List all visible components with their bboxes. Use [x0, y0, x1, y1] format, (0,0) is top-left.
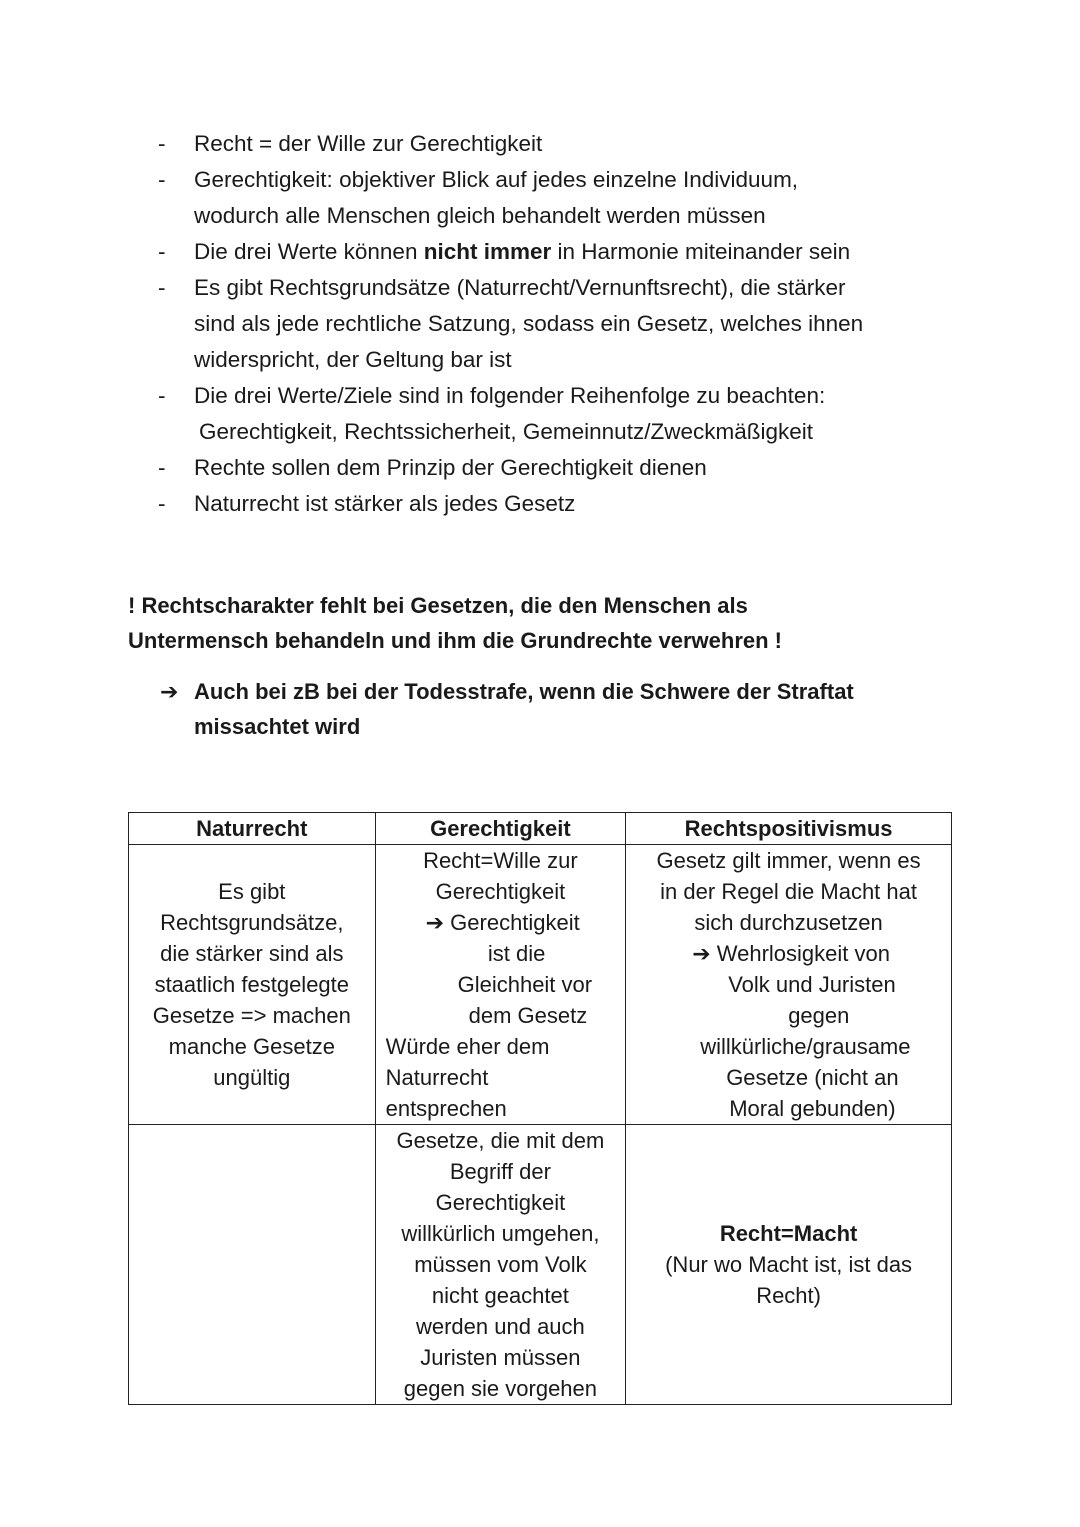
cell-line: Recht=Wille zur — [423, 848, 578, 873]
bullet-item — [158, 450, 958, 486]
bullet-text: Die drei Werte können — [194, 239, 424, 264]
cell-line: Gerechtigkeit — [435, 879, 566, 904]
table-row — [129, 845, 952, 1125]
cell-line — [382, 907, 620, 938]
cell-text: Gerechtigkeit — [450, 910, 580, 935]
cell-line: Recht) — [756, 1283, 821, 1308]
cell-heading: Recht=Macht — [719, 1221, 858, 1246]
bullet-list — [158, 126, 958, 522]
cell-rechtspositivismus — [626, 845, 952, 1125]
cell-line: (Nur wo Macht ist, ist das — [665, 1252, 913, 1277]
arrow-note-line: Auch bei zB bei der Todesstrafe, wenn die Schwere der Straftat — [194, 679, 854, 704]
cell-line: nicht geachtet — [431, 1283, 569, 1308]
bullet-emphasis: nicht immer — [423, 239, 552, 264]
arrow-note — [160, 674, 950, 744]
bullet-text-continued: widerspricht, der Geltung bar ist — [194, 347, 512, 372]
bullet-text-continued: sind als jede rechtliche Satzung, sodass ein Gesetz, welches ihnen — [194, 311, 864, 336]
bullet-dash: - — [158, 239, 166, 264]
bullet-text: Es gibt Rechtsgrundsätze (Naturrecht/Vernunftsrecht), die stärker — [194, 275, 846, 300]
cell-line: Gesetze => machen — [152, 1003, 351, 1028]
cell-gerechtigkeit — [375, 1125, 626, 1405]
cell-line: die stärker sind als — [160, 941, 344, 966]
header-gerechtigkeit: Gerechtigkeit — [375, 813, 626, 845]
cell-line: werden und auch — [415, 1314, 585, 1339]
cell-line — [632, 938, 945, 969]
cell-line: Gerechtigkeit — [435, 1190, 566, 1215]
cell-line: in der Regel die Macht hat — [660, 879, 917, 904]
cell-line: willkürlich umgehen, — [401, 1221, 600, 1246]
bullet-text: Die drei Werte/Ziele sind in folgender Reihenfolge zu beachten: — [194, 383, 826, 408]
arrow-right-icon: ➔ — [425, 910, 445, 935]
bullet-item — [158, 378, 958, 450]
bullet-text: Rechte sollen dem Prinzip der Gerechtigkeit dienen — [194, 455, 707, 480]
cell-line: Moral gebunden) — [729, 1096, 896, 1121]
cell-line: Es gibt — [218, 879, 286, 904]
warning-statement — [128, 588, 958, 658]
cell-line: sich durchzusetzen — [694, 910, 883, 935]
bullet-dash: - — [158, 455, 166, 480]
cell-line: Gesetze, die mit dem — [396, 1128, 605, 1153]
cell-line: Gleichheit vor — [457, 972, 593, 997]
cell-line: staatlich festgelegte — [154, 972, 350, 997]
header-naturrecht: Naturrecht — [129, 813, 376, 845]
cell-line: gegen sie vorgehen — [403, 1376, 598, 1401]
cell-gerechtigkeit — [375, 845, 626, 1125]
cell-line: Juristen müssen — [420, 1345, 581, 1370]
bullet-item — [158, 486, 958, 522]
table-row — [129, 1125, 952, 1405]
arrow-note-line: missachtet wird — [194, 714, 361, 739]
arrow-right-icon: ➔ — [692, 941, 711, 966]
bullet-item — [158, 270, 958, 378]
cell-line: Gesetze (nicht an — [726, 1065, 899, 1090]
bullet-item — [158, 162, 958, 234]
cell-line: ist die — [487, 941, 546, 966]
comparison-table — [128, 812, 952, 1405]
bullet-text-continued: Gerechtigkeit, Rechtssicherheit, Gemeinnutz/Zweckmäßigkeit — [199, 419, 813, 444]
bullet-text: Naturrecht ist stärker als jedes Gesetz — [194, 491, 576, 516]
cell-line: Volk und Juristen — [728, 972, 896, 997]
bullet-text-continued: wodurch alle Menschen gleich behandelt werden müssen — [194, 203, 766, 228]
cell-line: müssen vom Volk — [414, 1252, 587, 1277]
bullet-dash: - — [158, 131, 166, 156]
arrow-right-icon: ➔ — [160, 679, 179, 704]
cell-line: Gesetz gilt immer, wenn es — [656, 848, 921, 873]
warning-line: Untermensch behandeln und ihm die Grundrechte verwehren ! — [128, 628, 783, 653]
cell-text: Wehrlosigkeit von — [716, 941, 890, 966]
table-header-row — [129, 813, 952, 845]
cell-line: manche Gesetze — [168, 1034, 335, 1059]
bullet-dash: - — [158, 383, 166, 408]
cell-naturrecht — [129, 845, 376, 1125]
header-rechtspositivismus: Rechtspositivismus — [626, 813, 952, 845]
bullet-dash: - — [158, 167, 166, 192]
cell-rechtspositivismus — [626, 1125, 952, 1405]
bullet-dash: - — [158, 491, 166, 516]
cell-line: Würde eher dem — [385, 1034, 550, 1059]
cell-naturrecht-empty — [129, 1125, 376, 1405]
bullet-item — [158, 126, 958, 162]
cell-line: ungültig — [213, 1065, 291, 1090]
bullet-text: in Harmonie miteinander sein — [551, 239, 851, 264]
cell-line: dem Gesetz — [468, 1003, 588, 1028]
bullet-text: Recht = der Wille zur Gerechtigkeit — [194, 131, 543, 156]
cell-line: Rechtsgrundsätze, — [160, 910, 344, 935]
cell-line: Naturrecht — [385, 1065, 489, 1090]
cell-line: gegen — [788, 1003, 850, 1028]
bullet-item — [158, 234, 958, 270]
warning-line: ! Rechtscharakter fehlt bei Gesetzen, die den Menschen als — [128, 593, 748, 618]
bullet-dash: - — [158, 275, 166, 300]
cell-line: Begriff der — [449, 1159, 551, 1184]
bullet-text: Gerechtigkeit: objektiver Blick auf jedes einzelne Individuum, — [194, 167, 799, 192]
cell-line: entsprechen — [385, 1096, 507, 1121]
cell-line: willkürliche/grausame — [700, 1034, 911, 1059]
